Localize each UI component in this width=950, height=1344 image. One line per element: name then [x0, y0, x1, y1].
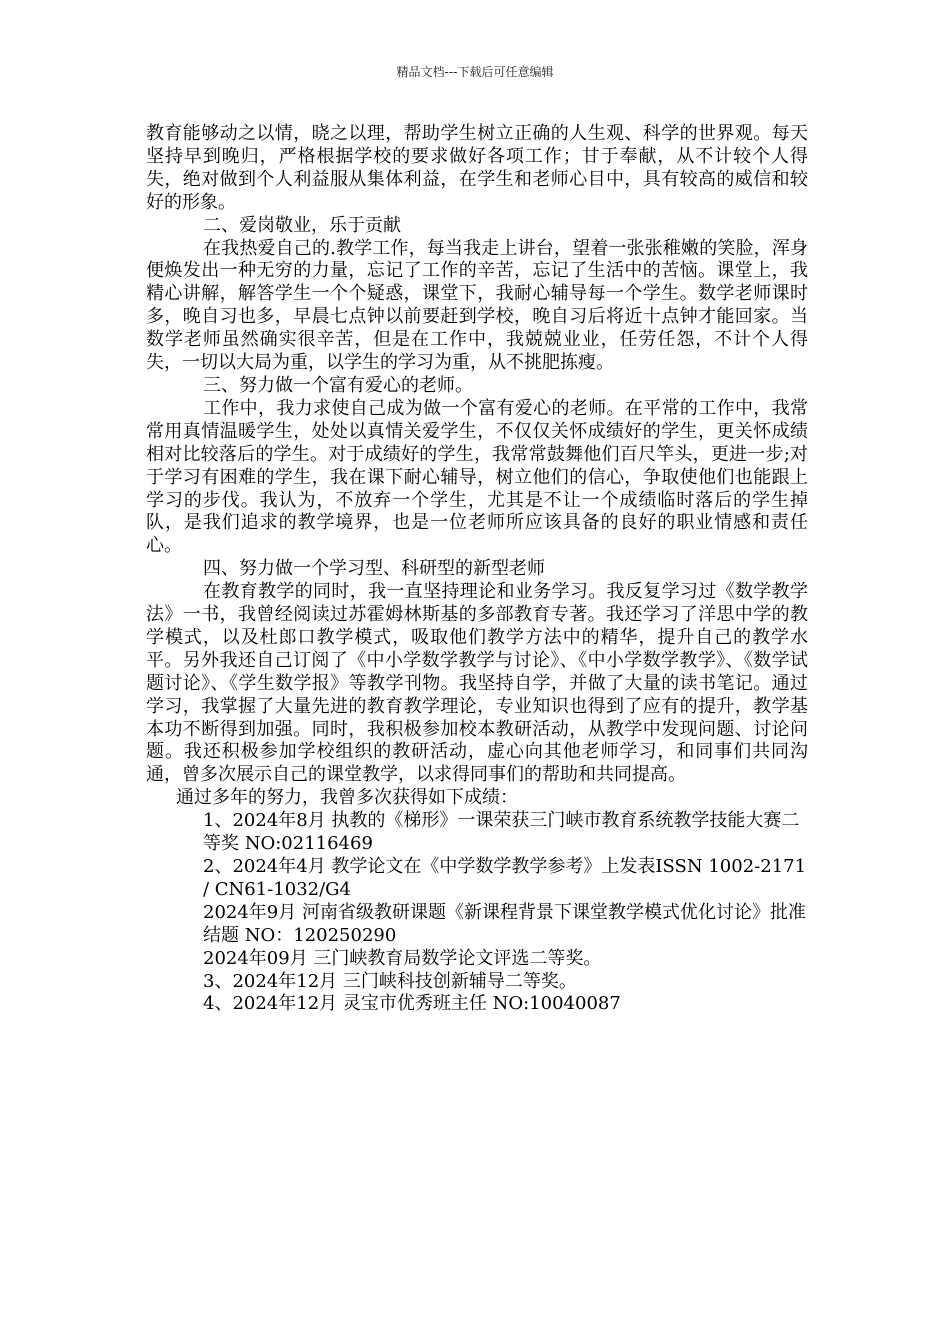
paragraph-study-research: 在教育教学的同时，我一直坚持理论和业务学习。我反复学习过《数学教学法》一书，我曾经阅读过苏霍姆林斯基的多部教育专著。我还学习了洋思中学的教学模式，以及杜郎口教学模式，吸取他们教学方法中的精华，提升自己的教学水平。另外我还自己订阅了《中小学数学教学与讨论》、《中小学数学教学》、《数学试题讨论》、《学生数学报》等教学刊物。我坚持自学，并做了大量的读书笔记。通过学习，我掌握了大量先进的教育教学理论，专业知识也得到了应有的提升，教学基本功不断得到加强。同时，我积极参加校本教研活动，从教学中发现问题、讨论问题。我还积极参加学校组织的教研活动，虚心向其他老师学习，和同事们共同沟通，曾多次展示自己的课堂教学，以求得同事们的帮助和共同提高。	[146, 581, 808, 786]
paragraph-dedication: 在我热爱自己的.教学工作，每当我走上讲台，望着一张张稚嫩的笑脸，浑身便焕发出一种无穷的力量，忘记了工作的辛苦，忘记了生活中的苦恼。课堂上，我精心讲解，解答学生一个个疑惑，课堂下，我耐心辅导每一个学生。数学老师课时多，晚自习也多，早晨七点钟以前要赶到学校，晚自习后将近十点钟才能回家。当数学老师虽然确实很辛苦，但是在工作中，我兢兢业业，任劳任怨，不计个人得失，一切以大局为重，以学生的学习为重，从不挑肥拣瘦。	[146, 237, 808, 374]
paragraph-intro: 教育能够动之以情，晓之以理，帮助学生树立正确的人生观、科学的世界观。每天坚持早到晚归，严格根据学校的要求做好各项工作；甘于奉献，从不计较个人得失，绝对做到个人利益服从集体利益，在学生和老师心目中，具有较高的威信和较好的形象。	[146, 123, 808, 213]
section-heading-3: 三、努力做一个富有爱心的老师。	[203, 374, 473, 396]
achievement-item: 3、2024年12月 三门峡科技创新辅导二等奖。	[203, 970, 577, 992]
achievement-item: 2024年9月 河南省级教研课题《新课程背景下课堂教学模式优化讨论》批准结题 NO：120250290	[203, 901, 806, 946]
document-body	[146, 123, 808, 1016]
achievement-item: 2024年09月 三门峡教育局数学论文评选二等奖。	[203, 947, 602, 969]
page-header: 精品文档---下载后可任意编辑	[396, 65, 554, 79]
achievements-intro: 通过多年的努力，我曾多次获得如下成绩：	[176, 787, 518, 809]
achievement-item: 4、2024年12月 灵宝市优秀班主任 NO:10040087	[203, 993, 621, 1015]
achievement-item: 1、2024年8月 执教的《梯形》一课荣获三门峡市教育系统教学技能大赛二等奖 NO:02116469	[203, 810, 800, 855]
section-heading-4: 四、努力做一个学习型、科研型的新型老师	[203, 558, 545, 580]
paragraph-caring-teacher: 工作中，我力求使自己成为做一个富有爱心的老师。在平常的工作中，我常常用真情温暖学生，处处以真情关爱学生，不仅仅关怀成绩好的学生，更关怀成绩相对比较落后的学生。对于成绩好的学生，我常常鼓舞他们百尺竿头，更进一步;对于学习有困难的学生，我在课下耐心辅导，树立他们的信心，争取使他们也能跟上学习的步伐。我认为，不放弃一个学生，尤其是不让一个成绩临时落后的学生掉队，是我们追求的教学境界，也是一位老师所应该具备的良好的职业情感和责任心。	[146, 397, 808, 557]
achievement-item: 2、2024年4月 教学论文在《中学数学教学参考》上发表ISSN 1002-2171 / CN61-1032/G4	[203, 856, 807, 900]
section-heading-2: 二、爱岗敬业，乐于贡献	[203, 214, 401, 236]
